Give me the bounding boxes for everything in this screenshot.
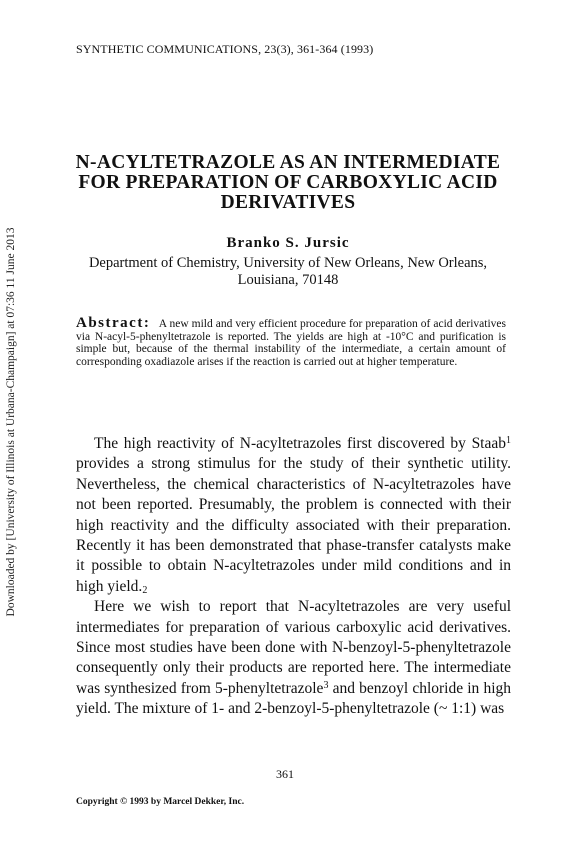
paragraph-text: The high reactivity of N-acyltetrazoles first discovered by Staab [94, 435, 506, 452]
author-affiliation: Department of Chemistry, University of New Orleans, New Orleans, Louisiana, 70148 [88, 255, 488, 288]
paragraph-text: provides a strong stimulus for the study of their synthetic utility. Nevertheless, the chemical characteristics of N-acyltetrazoles have not been reported. Presumably, the problem is connected with their high reactivity and the difficulty associated with their preparation. Recently it has been demonstrated that phase-transfer catalysts make it possible to obtain N-acyltetrazoles under mild conditions and in high yield. [76, 455, 511, 595]
download-watermark: Downloaded by [University of Illinois at Urbana-Champaign] at 07:36 11 June 2013 [5, 227, 17, 617]
body-text [76, 434, 511, 720]
copyright-notice: Copyright © 1993 by Marcel Dekker, Inc. [76, 797, 245, 807]
paragraph-text: Here we wish to report that N-acyltetrazoles are very useful intermediates for preparation of various carboxylic acid derivatives. Since most studies have been done with N-benzoyl-5-phenyltetrazole consequently only their products are reported here. The intermediate was synthesized from 5-phenyltetrazole [76, 598, 511, 697]
reference-marker: 1 [506, 435, 511, 446]
reference-marker: 2 [142, 584, 148, 596]
abstract-text: A new mild and very efficient procedure for preparation of acid derivatives via N-acyl-5-phenyltetrazole is reported. The yields are high at -10°C and purification is simple but, because of the thermal instability of the intermediate, a certain amount of corresponding oxadiazole arises if the reaction is carried out at higher temperature. [76, 318, 506, 368]
paragraph-text: and benzoyl chloride in high yield. The mixture of 1- and 2-benzoyl-5-phenyltetrazole (~ 1:1) was [76, 679, 512, 718]
abstract [76, 317, 506, 368]
reference-marker: 3 [323, 679, 329, 691]
abstract-heading: Abstract: [76, 315, 151, 331]
journal-citation: SYNTHETIC COMMUNICATIONS, 23(3), 361-364 (1993) [76, 42, 374, 56]
paper-title: N-ACYLTETRAZOLE AS AN INTERMEDIATE FOR PREPARATION OF CARBOXYLIC ACID DERIVATIVES [75, 152, 501, 213]
paragraph [76, 434, 511, 597]
author-name: Branko S. Jursic [226, 235, 350, 251]
page-number: 361 [276, 767, 294, 781]
paragraph [76, 597, 511, 719]
